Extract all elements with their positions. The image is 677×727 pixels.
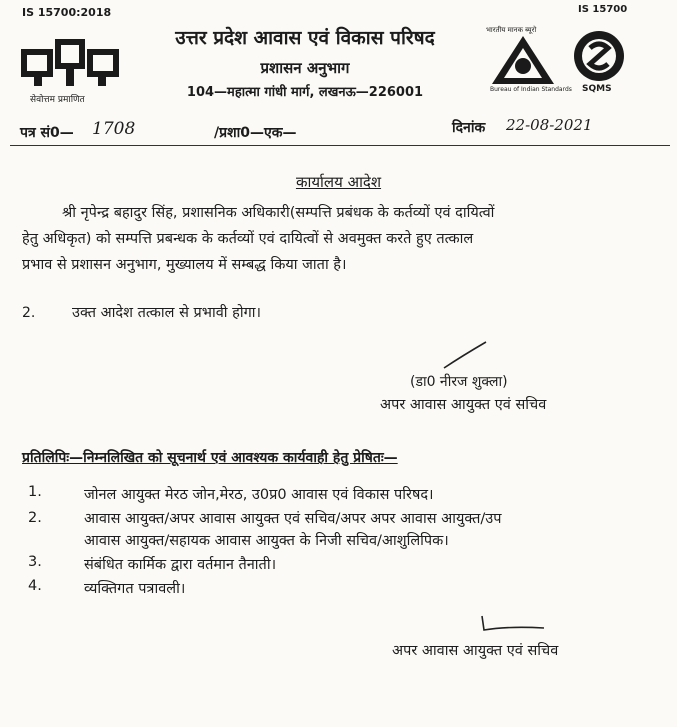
copy-item-text: व्यक्तिगत पत्रावली।: [84, 581, 186, 597]
date-label: दिनांक: [452, 120, 486, 136]
iso-certification-left: IS 15700:2018: [22, 6, 112, 19]
reference-number: 1708: [92, 119, 136, 139]
copy-item-text: आवास आयुक्त/सहायक आवास आयुक्त के निजी सचिव/आशुलिपिक।: [84, 533, 449, 549]
organization-address: 104—महात्मा गांधी मार्ग, लखनऊ—226001: [186, 85, 424, 100]
copy-item-text: आवास आयुक्त/अपर आवास आयुक्त एवं सचिव/अपर अपर आवास आयुक्त/उप: [84, 511, 502, 527]
organization-title: उत्तर प्रदेश आवास एवं विकास परिषद: [175, 27, 435, 49]
department-name: प्रशासन अनुभाग: [260, 59, 350, 77]
iso-certification-right: IS 15700: [578, 4, 628, 15]
order-item-text: उक्त आदेश तत्काल से प्रभावी होगा।: [72, 305, 261, 321]
footer-signatory-designation: अपर आवास आयुक्त एवं सचिव: [392, 643, 559, 659]
sqms-logo-icon: [570, 28, 628, 84]
signatory-designation: अपर आवास आयुक्त एवं सचिव: [380, 397, 547, 413]
order-item-number: 2.: [22, 305, 36, 321]
paragraph-line: प्रभाव से प्रशासन अनुभाग, मुख्यालय में सम्बद्ध किया जाता है।: [22, 257, 347, 273]
order-heading: [0, 172, 677, 192]
copy-to-heading: प्रतिलिपिः—निम्नलिखित को सूचनार्थ एवं आवश्यक कार्यवाही हेतु प्रेषितः—: [22, 450, 398, 466]
paragraph-line: हेतु अधिकृत) को सम्पत्ति प्रबन्धक के कर्तव्यों एवं दायित्वों से अवमुक्त करते हुए तत्काल: [22, 231, 474, 247]
copy-item-number: 3.: [28, 554, 42, 570]
organization-logo-icon: [20, 38, 120, 88]
sqms-label: SQMS: [582, 84, 612, 94]
paragraph-line: श्री नृपेन्द्र बहादुर सिंह, प्रशासनिक अधिकारी(सम्पत्ति प्रबंधक के कर्तव्यों एवं दायित्वों: [62, 205, 495, 221]
copy-item-number: 4.: [28, 578, 42, 594]
copy-item-text: जोनल आयुक्त मेरठ जोन,मेरठ, उ0प्र0 आवास एवं विकास परिषद।: [84, 487, 434, 503]
reference-label: पत्र सं0—: [20, 125, 74, 141]
reference-divider: [10, 145, 670, 146]
org-tagline: सेवोत्तम प्रमाणित: [30, 95, 85, 105]
order-title: कार्यालय आदेश: [295, 173, 382, 191]
bis-logo-icon: [490, 34, 556, 86]
signatory-name: (डा0 नीरज शुक्ला): [410, 374, 508, 390]
order-paragraph: [22, 200, 662, 278]
signature-mark-icon: [440, 340, 490, 370]
bis-caption: भारतीय मानक ब्यूरो: [486, 26, 537, 34]
signature-mark-icon: [478, 614, 548, 634]
reference-section: /प्रशा0—एक—: [214, 125, 297, 141]
date-value: 22-08-2021: [506, 116, 593, 134]
copy-item-number: 2.: [28, 510, 42, 526]
copy-item-text: संबंधित कार्मिक द्वारा वर्तमान तैनाती।: [84, 557, 277, 573]
bis-subcaption: Bureau of Indian Standards: [490, 86, 572, 93]
copy-item-number: 1.: [28, 484, 42, 500]
